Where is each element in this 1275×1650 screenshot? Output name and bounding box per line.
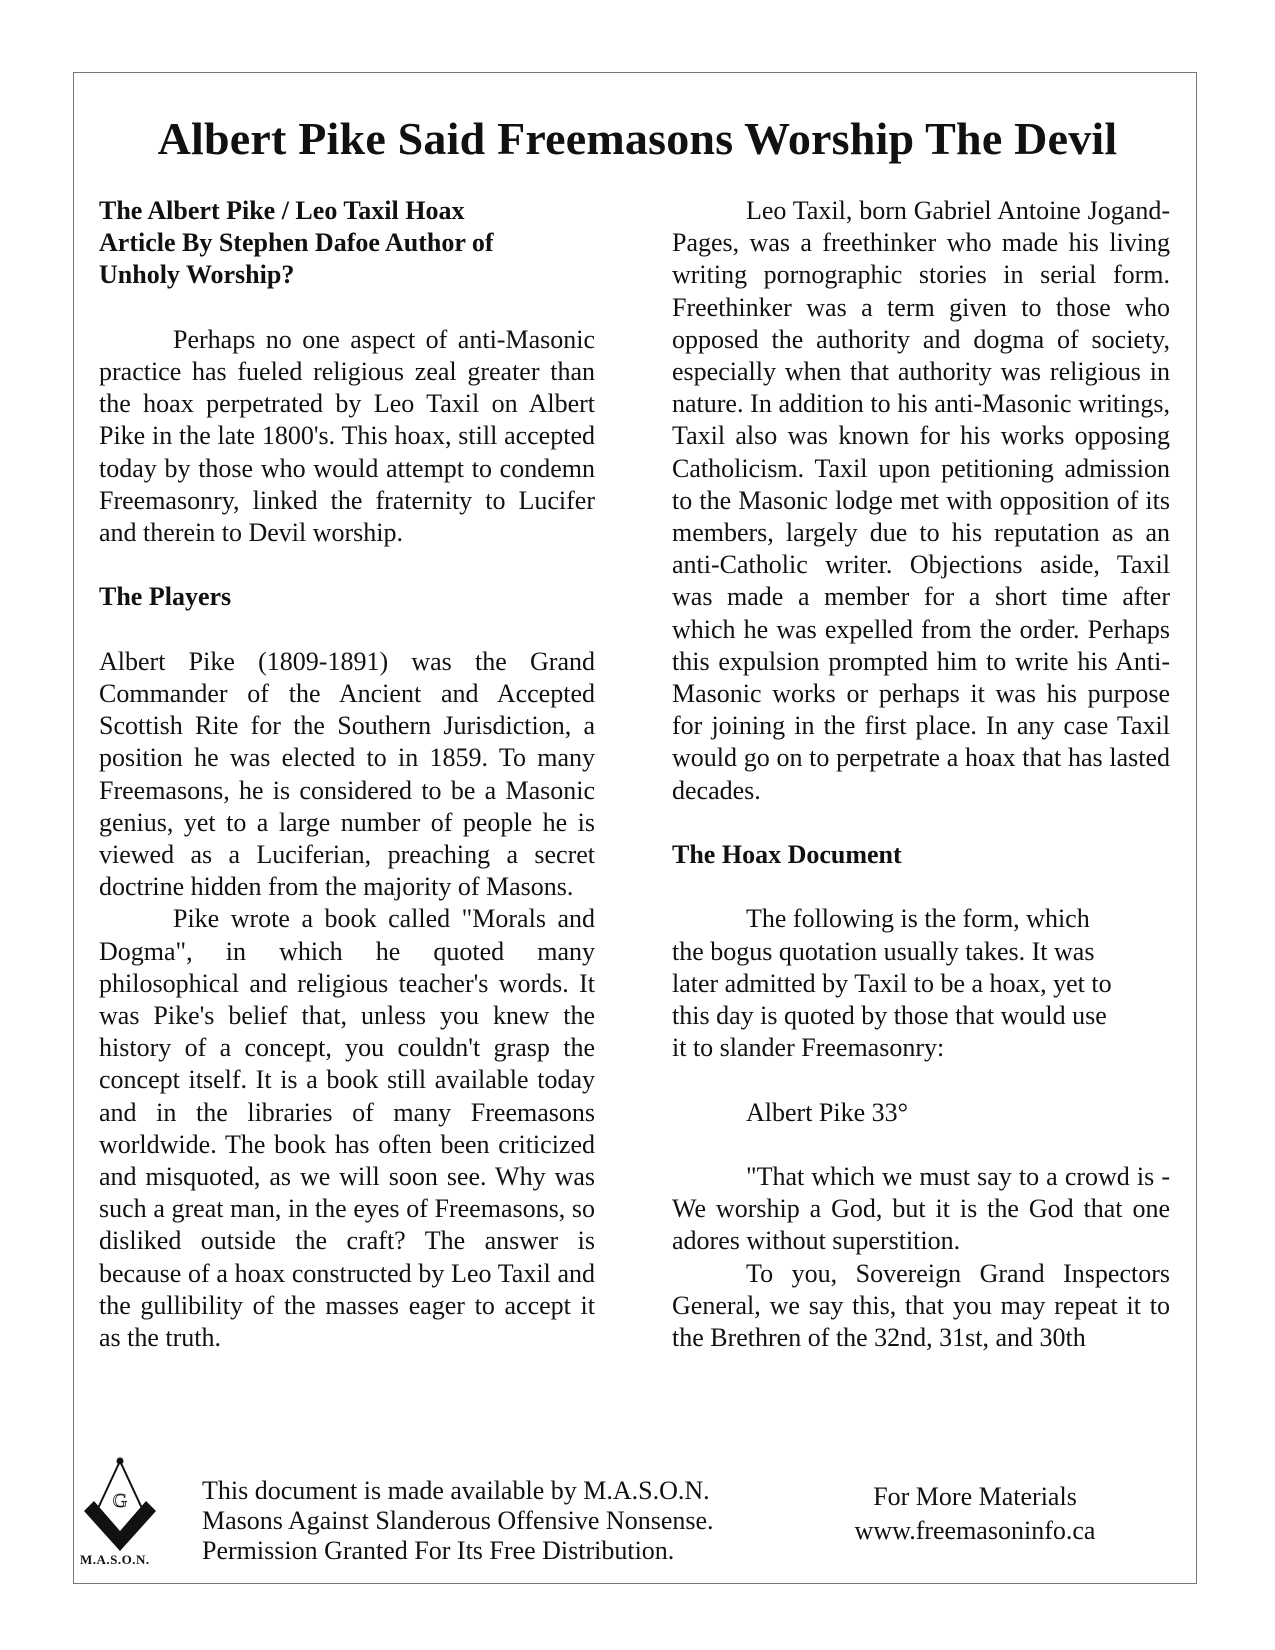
hoax-intro-line: it to slander Freemasonry: (672, 1033, 945, 1063)
logo-label: M.A.S.O.N. (80, 1552, 150, 1567)
hoax-intro-line: the bogus quotation usually takes. It was (672, 936, 1095, 966)
players-paragraph: Albert Pike (1809-1891) was the Grand Commander of the Ancient and Accepted Scottish Rite for the Southern Jurisdiction, a position he was elected to in 1859. To many Freemasons, he is considered to be a Masonic genius, yet to a large number of people he is viewed as a Luciferian, preaching a secret doctrine hidden from the majority of Masons. (99, 646, 595, 902)
website-link[interactable]: www.freemasoninfo.ca (854, 1516, 1096, 1545)
svg-text:G: G (112, 1490, 128, 1512)
notice-line: Masons Against Slanderous Offensive Nonsense. (202, 1506, 714, 1535)
intro-paragraph: Perhaps no one aspect of anti-Masonic practice has fueled religious zeal greater than the hoax perpetrated by Leo Taxil on Albert Pike in the late 1800's. This hoax, still accepted today by those who would attempt to condemn Freemasonry, linked the fraternity to Lucifer and therein to Devil worship. (99, 324, 595, 548)
section-heading-players: The Players (99, 582, 232, 612)
hoax-intro-line: The following is the form, which (746, 904, 1090, 934)
notice-line: Permission Granted For Its Free Distribution. (202, 1536, 675, 1565)
article-heading-line: Unholy Worship? (99, 260, 295, 290)
hoax-intro-line: this day is quoted by those that would use (672, 1001, 1107, 1031)
players-paragraph: Pike wrote a book called "Morals and Dogma", in which he quoted many philosophical and religious teacher's words. It was Pike's belief that, unless you knew the history of a concept, you couldn't grasp the concept itself. It is a book still available today and in the libraries of many Freemasons worldwide. The book has often been criticized and misquoted, as we will soon see. Why was such a great man, in the eyes of Freemasons, so disliked outside the craft? The answer is because of a hoax constructed by Leo Taxil and the gullibility of the masses eager to accept it as the truth. (99, 904, 595, 1353)
more-materials (830, 1480, 1120, 1548)
notice-line: This document is made available by M.A.S.O.N. (202, 1476, 710, 1505)
article-heading-line: The Albert Pike / Leo Taxil Hoax (99, 196, 465, 225)
article-heading (99, 195, 595, 292)
hoax-intro-paragraph (672, 903, 1170, 1064)
quote-paragraph: To you, Sovereign Grand Inspectors General, we say this, that you may repeat it to the Brethren of the 32nd, 31st, and 30th (672, 1258, 1170, 1353)
hoax-intro-line: later admitted by Taxil to be a hoax, yet to (672, 968, 1112, 998)
quote-attribution: Albert Pike 33° (746, 1097, 909, 1127)
more-materials-label: For More Materials (873, 1482, 1077, 1511)
right-column (672, 195, 1170, 1354)
taxil-paragraph: Leo Taxil, born Gabriel Antoine Jogand-Pages, was a freethinker who made his living writing pornographic stories in serial form. Freethinker was a term given to those who opposed the authority and dogma of society, especially when that authority was religious in nature. In addition to his anti-Masonic writings, Taxil also was known for his works opposing Catholicism. Taxil upon petitioning admission to the Masonic lodge met with opposition of its members, largely due to his reputation as an anti-Catholic writer. Objections aside, Taxil was made a member for a short time after which he was expelled from the order. Perhaps this expulsion prompted him to write his Anti-Masonic works or perhaps it was his purpose for joining in the first place. In any case Taxil would go on to perpetrate a hoax that has lasted decades. (672, 196, 1170, 805)
section-heading-hoax-document: The Hoax Document (672, 840, 902, 870)
page-title: Albert Pike Said Freemasons Worship The Devil (157, 113, 1118, 164)
quote-paragraph: "That which we must say to a crowd is - We worship a God, but it is the God that one adores without superstition. (672, 1162, 1170, 1256)
left-column (99, 195, 595, 1354)
distribution-notice (202, 1476, 714, 1566)
article-heading-line: Article By Stephen Dafoe Author of (99, 228, 494, 258)
